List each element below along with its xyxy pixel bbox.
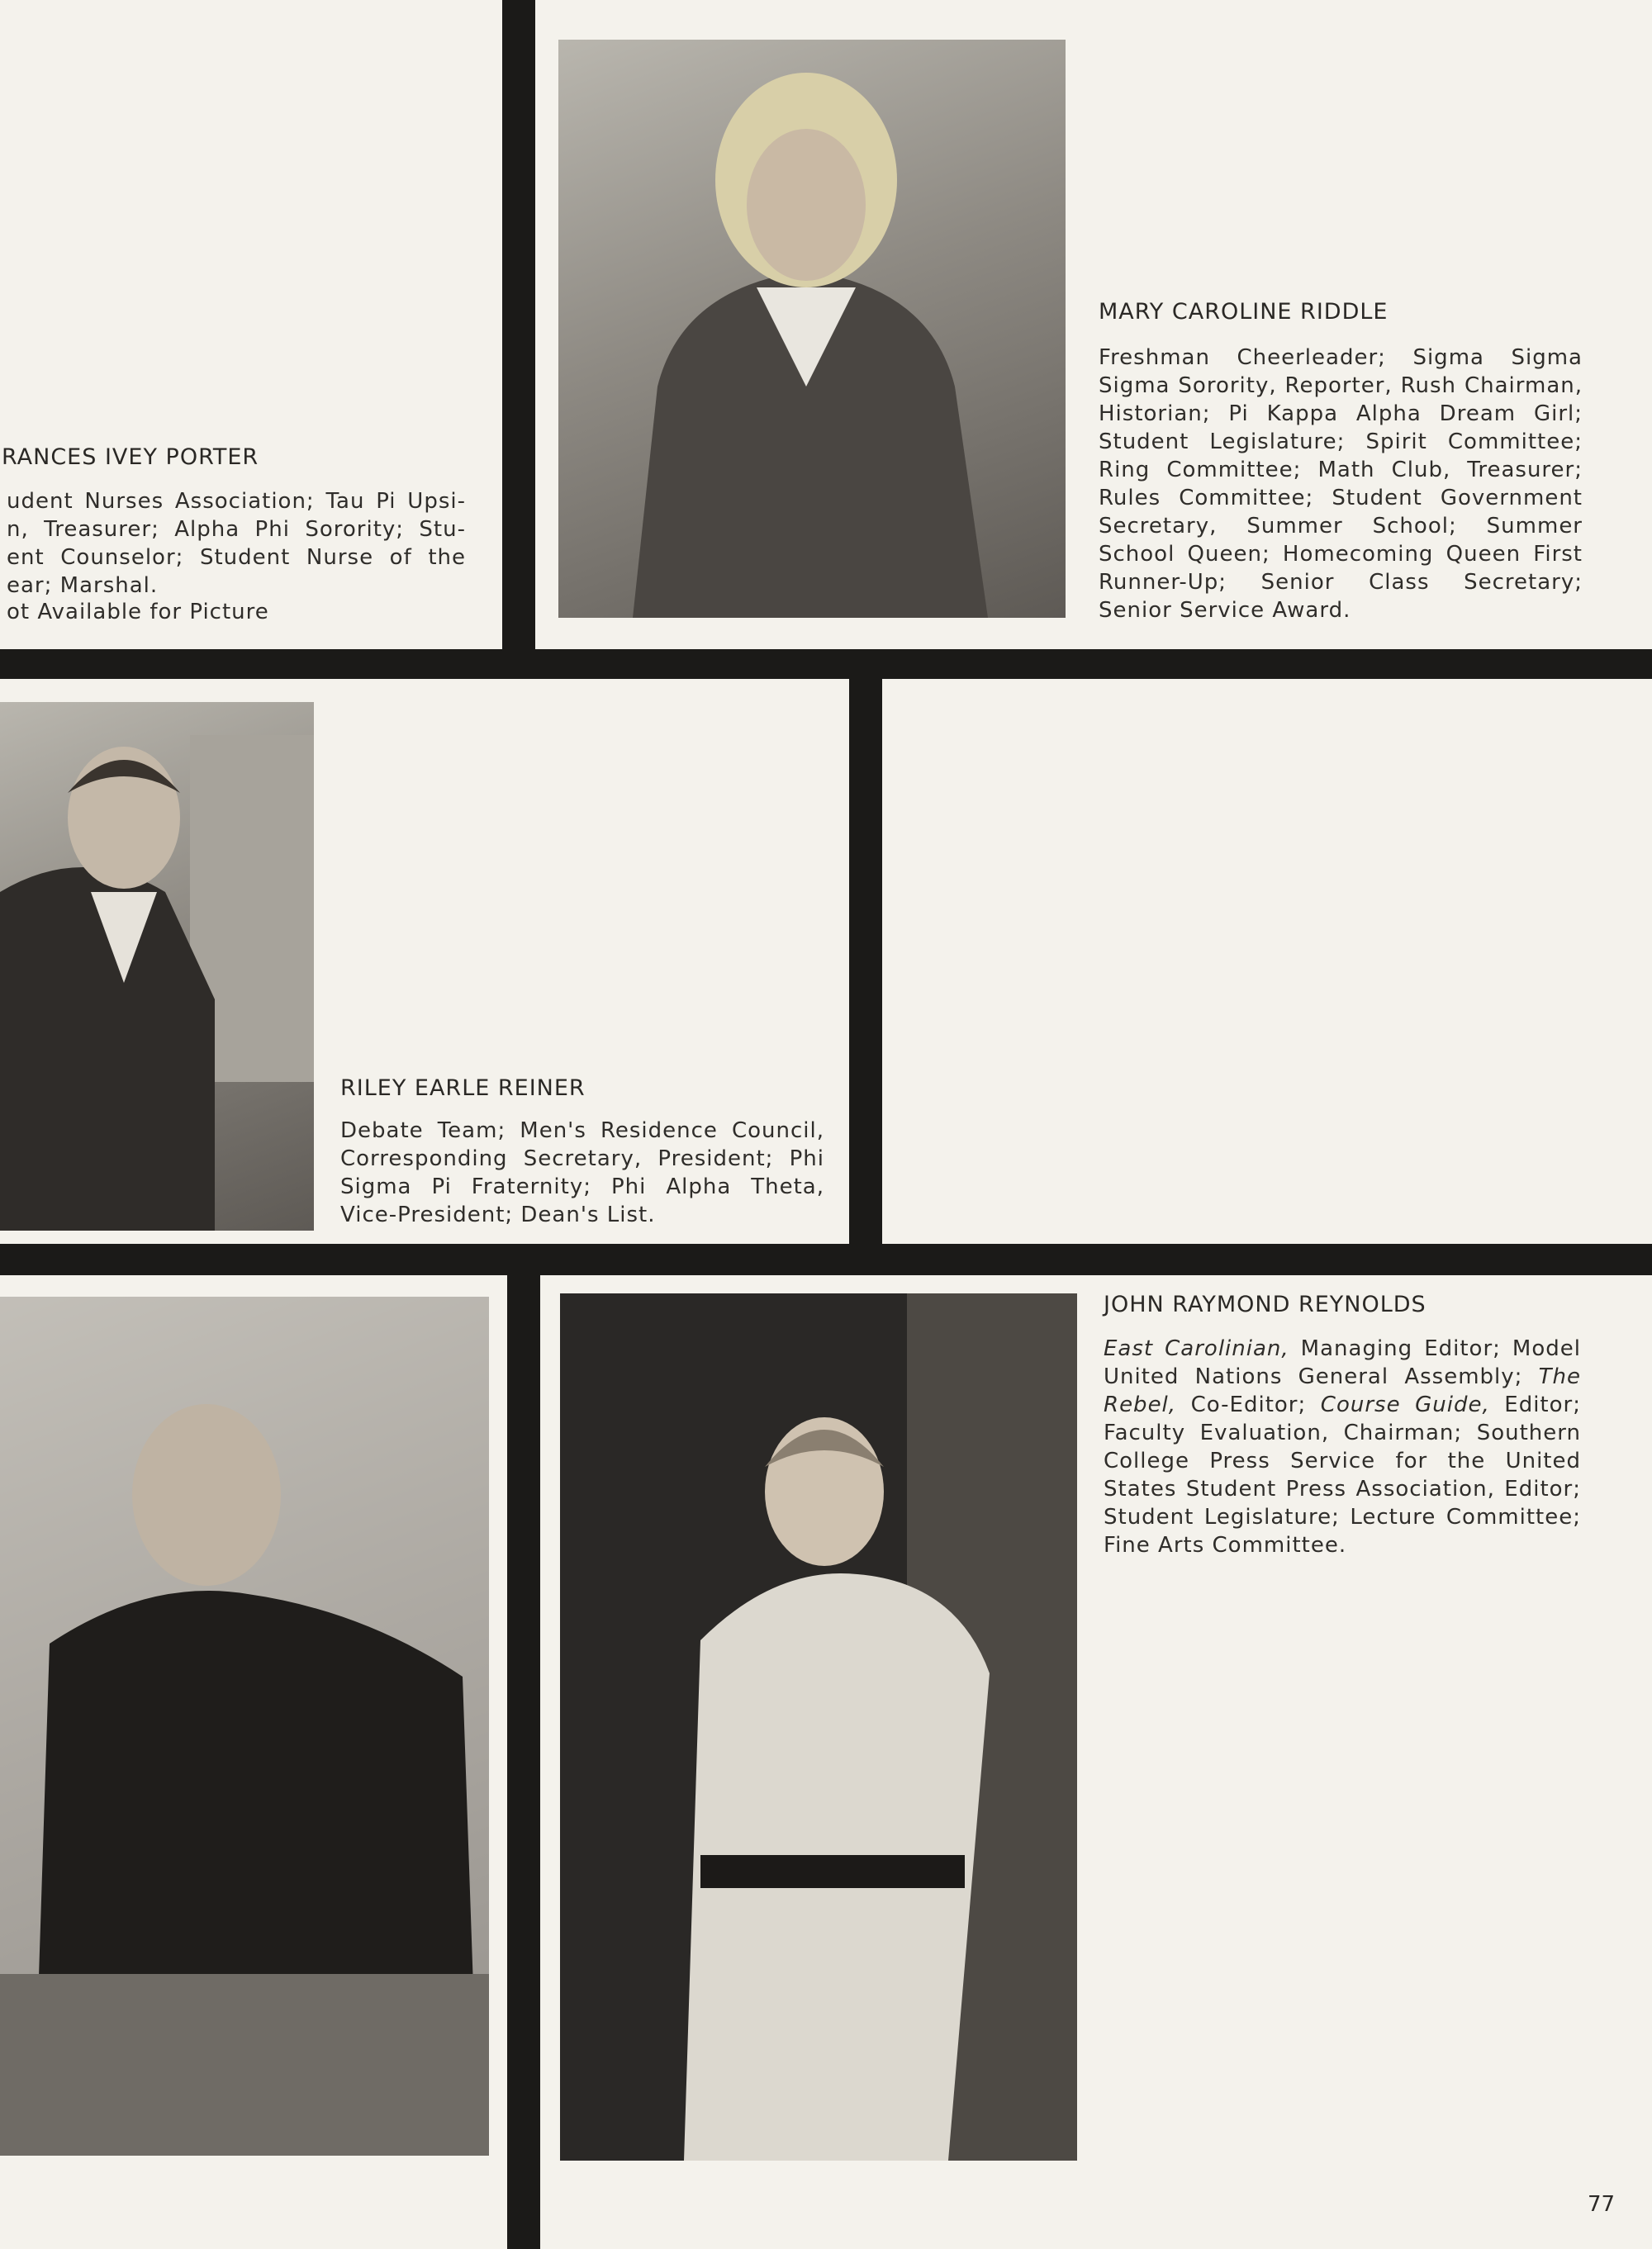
portrait-figure [0,702,314,1231]
portrait-photo-riddle [558,40,1066,618]
portrait-figure [0,1297,489,2156]
activity-text-segment: Course Guide, [1320,1393,1490,1417]
portrait-photo-reiner [0,702,314,1231]
panel-reiner [0,679,849,1244]
page-number: 77 [1588,2192,1616,2217]
activity-text-segment: The Rebel, [1104,1364,1581,1417]
panel-blank [882,679,1652,1244]
panel-reynolds [540,1275,1652,2249]
picture-unavailable-note: ot Available for Picture [7,600,269,624]
student-activities-porter: udent Nurses Association; Tau Pi Upsi- n, Treasurer; Alpha Phi Sorority; Stu- ent Counselor; Student Nurse of the ear; Marshal. [7,489,466,598]
activity-text-segment: Co-Editor; [1176,1393,1321,1417]
panel-bottom-left-photo [0,1275,507,2249]
student-name-reynolds: JOHN RAYMOND REYNOLDS [1104,1292,1427,1317]
portrait-photo-bottom-left [0,1297,489,2156]
student-activities-riddle: Freshman Cheerleader; Sigma Sigma Sigma Sorority, Reporter, Rush Chairman, Historian; Pi Kappa Alpha Dream Girl; Student Legislature; Spirit Committee; Ring Committee; Math Club, Treasurer; Rules Committee; Student Government Secretary, Summer School; Summer School Queen; Homecoming Queen First Runner-Up; Senior Class Secretary; Senior Service Award. [1099,345,1583,623]
panel-riddle [535,0,1652,649]
student-name-reiner: RILEY EARLE REINER [340,1075,586,1101]
activity-text-segment: Managing Editor; Model United Nations General Assembly; [1104,1336,1581,1389]
activity-text-segment: Editor; Faculty Evaluation, Chairman; Southern College Press Service for the United States Student Press Association, Editor; Student Legislature; Lecture Committee; Fine Arts Committee. [1104,1393,1581,1558]
portrait-photo-reynolds [560,1293,1077,2161]
student-name-porter: RANCES IVEY PORTER [2,444,259,470]
activity-text-segment: East Carolinian, [1104,1336,1289,1361]
student-name-riddle: MARY CAROLINE RIDDLE [1099,299,1389,325]
student-activities-reiner: Debate Team; Men's Residence Council, Corresponding Secretary, President; Phi Sigma Pi Fraternity; Phi Alpha Theta, Vice-President; Dean's List. [340,1118,824,1227]
portrait-figure [560,1293,1077,2161]
portrait-figure [558,40,1066,618]
panel-porter [0,0,502,649]
student-activities-reynolds [1104,1335,1581,1559]
